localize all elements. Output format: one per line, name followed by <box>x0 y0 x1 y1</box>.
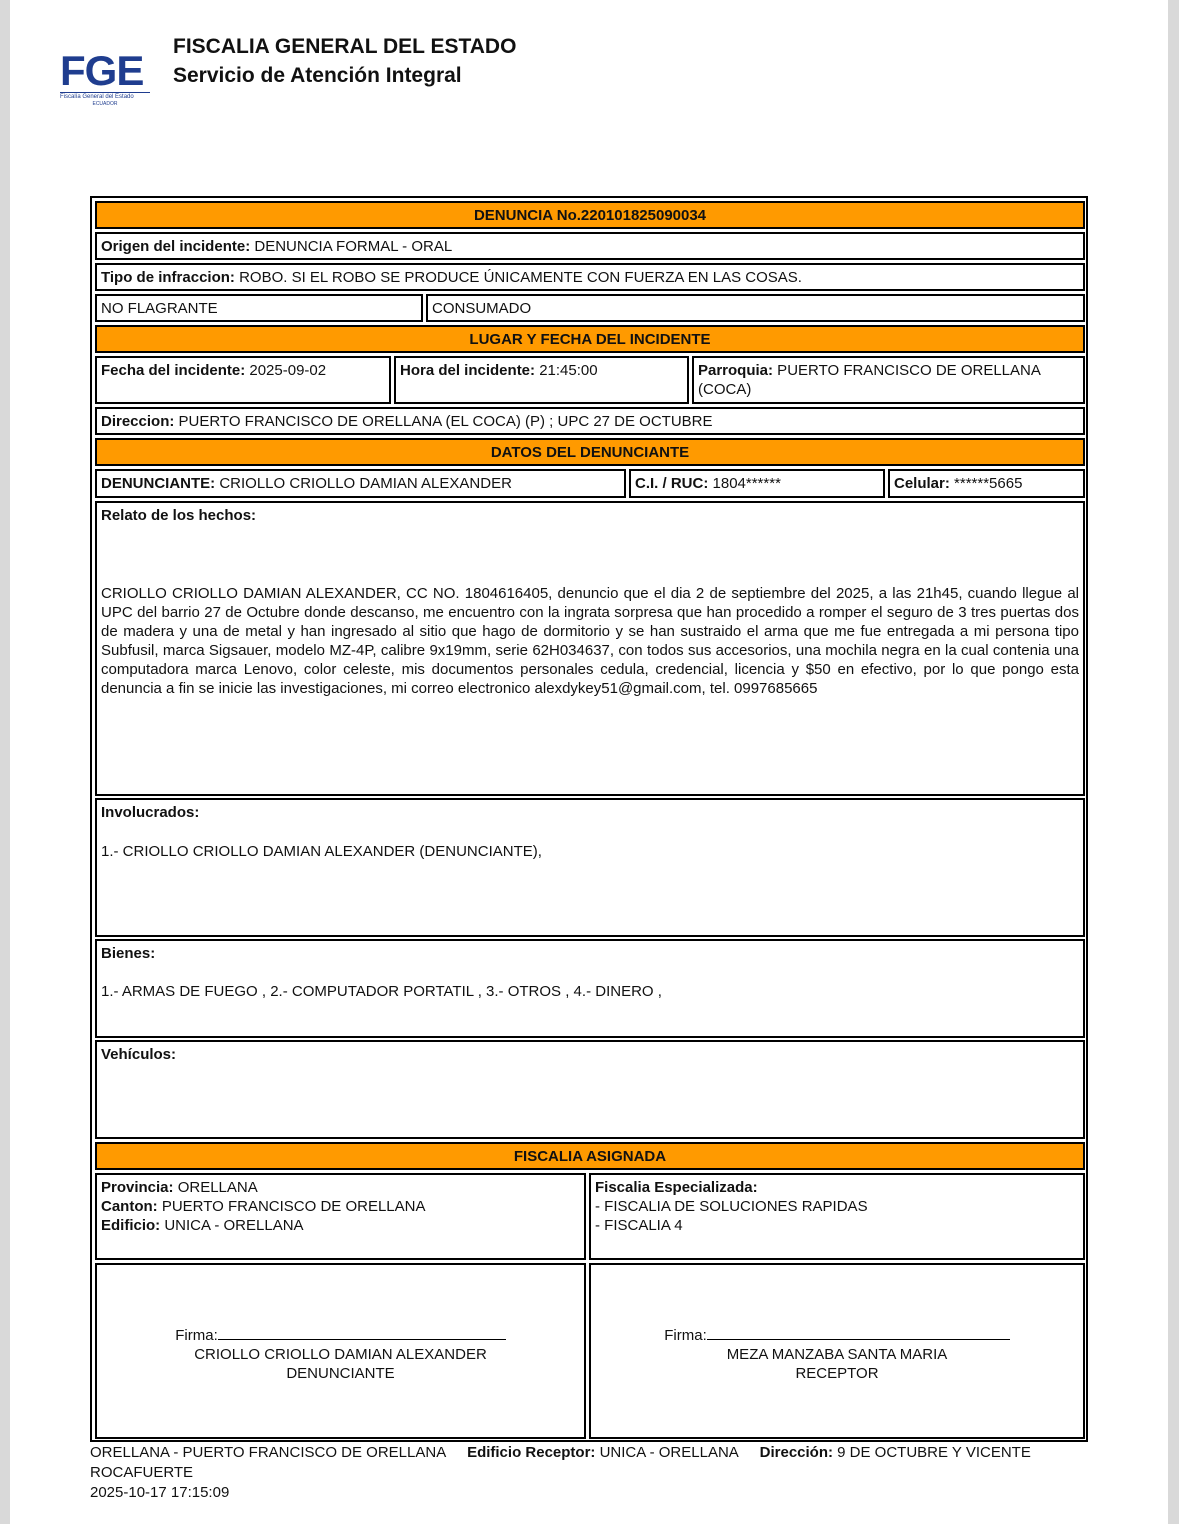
vehiculos-section <box>95 1040 1085 1139</box>
footer-location: ORELLANA - PUERTO FRANCISCO DE ORELLANA <box>90 1444 447 1461</box>
lugar-heading: LUGAR Y FECHA DEL INCIDENTE <box>95 325 1085 353</box>
ci-value: 1804****** <box>708 475 781 492</box>
direccion-label: Direccion: <box>101 413 175 430</box>
signature-line <box>218 1326 506 1340</box>
signer-role: DENUNCIANTE <box>286 1364 395 1382</box>
fecha-cell <box>95 356 391 404</box>
bienes-section <box>95 939 1085 1038</box>
celular-value: ******5665 <box>949 475 1023 492</box>
footer-edificio-value: UNICA - ORELLANA <box>595 1444 739 1461</box>
relato-section <box>95 501 1085 796</box>
relato-label: Relato de los hechos: <box>101 507 257 524</box>
denunciante-label: DENUNCIANTE: <box>101 475 216 492</box>
document-title: FISCALIA GENERAL DEL ESTADO <box>173 35 517 58</box>
tipo-value: ROBO. SI EL ROBO SE PRODUCE ÚNICAMENTE CON FUERZA EN LAS COSAS. <box>234 269 802 286</box>
direccion-value: PUERTO FRANCISCO DE ORELLANA (EL COCA) (P) ; UPC 27 DE OCTUBRE <box>174 413 713 430</box>
firma-label: Firma: <box>175 1326 218 1344</box>
parroquia-value: PUERTO FRANCISCO DE ORELLANA (COCA) <box>698 362 1041 398</box>
signer-name: CRIOLLO CRIOLLO DAMIAN ALEXANDER <box>194 1345 487 1363</box>
edificio-label: Edificio: <box>101 1217 161 1234</box>
direccion-row <box>95 407 1085 435</box>
canton-label: Canton: <box>101 1198 158 1215</box>
hora-cell <box>394 356 689 404</box>
fge-logo <box>60 47 150 112</box>
signer-name: MEZA MANZABA SANTA MARIA <box>726 1345 948 1363</box>
fiscalia-location-cell <box>95 1173 586 1260</box>
logo-country: ECUADOR <box>92 101 118 107</box>
estado-cell: CONSUMADO <box>426 294 1085 322</box>
involucrados-label: Involucrados: <box>101 804 200 821</box>
denunciante-cell <box>95 469 626 498</box>
ci-cell <box>629 469 885 498</box>
canton-value: PUERTO FRANCISCO DE ORELLANA <box>157 1198 426 1215</box>
origen-row <box>95 232 1085 260</box>
document-footer <box>90 1443 1090 1503</box>
logo-text: FGE <box>60 47 144 94</box>
especializada-item: - FISCALIA DE SOLUCIONES RAPIDAS <box>595 1198 868 1215</box>
parroquia-cell <box>692 356 1085 404</box>
logo-subtext: Fiscalía General del Estado <box>60 92 150 101</box>
ci-label: C.I. / RUC: <box>635 475 709 492</box>
especializada-item: - FISCALIA 4 <box>595 1217 683 1234</box>
fecha-value: 2025-09-02 <box>245 362 327 379</box>
origen-value: DENUNCIA FORMAL - ORAL <box>250 238 453 255</box>
provincia-value: ORELLANA <box>173 1179 258 1196</box>
celular-cell <box>888 469 1085 498</box>
bienes-text: 1.- ARMAS DE FUEGO , 2.- COMPUTADOR PORTATIL , 3.- OTROS , 4.- DINERO , <box>101 983 662 1000</box>
denuncia-heading: DENUNCIA No.220101825090034 <box>95 201 1085 229</box>
signer-role: RECEPTOR <box>795 1364 879 1382</box>
document-page <box>10 0 1168 1524</box>
provincia-label: Provincia: <box>101 1179 174 1196</box>
edificio-value: UNICA - ORELLANA <box>160 1217 304 1234</box>
origen-label: Origen del incidente: <box>101 238 251 255</box>
document-subtitle: Servicio de Atención Integral <box>173 64 462 87</box>
especializada-label: Fiscalia Especializada: <box>595 1179 758 1196</box>
celular-label: Celular: <box>894 475 950 492</box>
fecha-label: Fecha del incidente: <box>101 362 246 379</box>
bienes-label: Bienes: <box>101 945 156 962</box>
vehiculos-label: Vehículos: <box>101 1046 177 1063</box>
fiscalia-especializada-cell <box>589 1173 1085 1260</box>
tipo-row <box>95 263 1085 291</box>
relato-text: CRIOLLO CRIOLLO DAMIAN ALEXANDER, CC NO. 1804616405, denuncio que el dia 2 de septiembre del 2025, a las 21h45, cuando llegue al UPC del barrio 27 de Octubre donde descanso, me encuentro con la ingrata sorpresa que han procedido a romper el seguro de 3 tres puertas dos de madera y una de metal y han ingresado al sitio que hago de dormitorio y se han sustraido el arma que me fue entregada a mi persona tipo Subfusil, marca Sigsauer, modelo MZ-4P, calibre 9x19mm, serie 62H034637, con todos sus accesorios, una mochila negra en la cual contenia una computadora marca Lenovo, color celeste, mis documentos personales cedula, credencial, licencia y $50 en efectivo, por lo que pongo esta denuncia a fin se inicie las investigaciones, mi correo electronico alexdykey51@gmail.com, tel. 0997685665 <box>101 585 1079 697</box>
footer-direccion-value: 9 DE OCTUBRE Y VICENTE ROCAFUERTE <box>90 1444 1031 1481</box>
involucrados-section <box>95 798 1085 937</box>
denunciante-value: CRIOLLO CRIOLLO DAMIAN ALEXANDER <box>215 475 512 492</box>
denunciante-heading: DATOS DEL DENUNCIANTE <box>95 438 1085 466</box>
hora-value: 21:45:00 <box>535 362 598 379</box>
footer-direccion-label: Dirección: <box>759 1444 833 1461</box>
signature-denunciante <box>95 1263 586 1439</box>
firma-label: Firma: <box>664 1326 707 1344</box>
parroquia-label: Parroquia: <box>698 362 774 379</box>
involucrados-text: 1.- CRIOLLO CRIOLLO DAMIAN ALEXANDER (DENUNCIANTE), <box>101 843 542 860</box>
tipo-label: Tipo de infraccion: <box>101 269 235 286</box>
denuncia-form <box>90 196 1088 1442</box>
signature-line <box>707 1326 1010 1340</box>
flagrancia-cell: NO FLAGRANTE <box>95 294 423 322</box>
hora-label: Hora del incidente: <box>400 362 536 379</box>
footer-timestamp: 2025-10-17 17:15:09 <box>90 1484 230 1501</box>
footer-edificio-label: Edificio Receptor: <box>467 1444 596 1461</box>
signature-receptor <box>589 1263 1085 1439</box>
fiscalia-heading: FISCALIA ASIGNADA <box>95 1142 1085 1170</box>
